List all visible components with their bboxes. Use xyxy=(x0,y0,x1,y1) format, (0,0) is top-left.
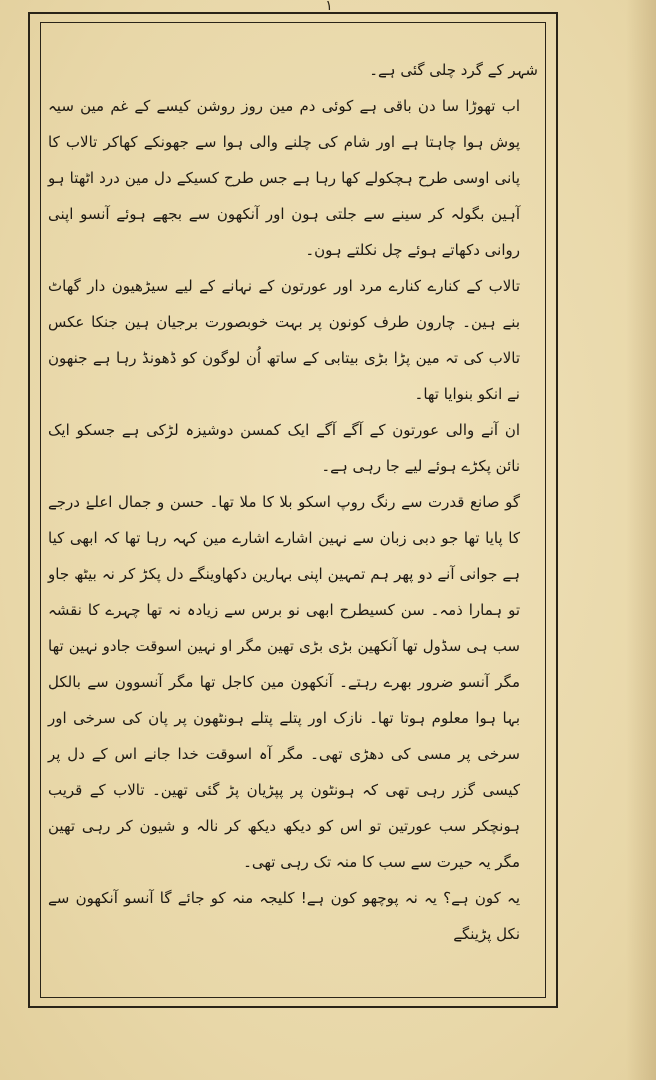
urdu-text-body xyxy=(48,52,538,982)
page-edge-shadow xyxy=(626,0,656,1080)
paragraph-5: گو صانع قدرت سے رنگ روپ اسکو بلا کا ملا تھا۔ حسن و جمال اعلےٰ درجے کا پایا تھا جو دبی زبان سے نہین اشارے اشارے مین کہہ رہا تھا کہ ابھی کیا ہے جوانی آنے دو پھر ہم تمہین اپنی بہارین دکھاوینگے دل پکڑ کر نہ بیٹھ جاو تو ہمارا ذمہ۔ سن کسیطرح ابھی نو برس سے زیادہ نہ تھا چہرے کا نقشہ سب ہی سڈول تھا آنکھین بڑی بڑی تھین مگر او نہین اسوقت جادو نہین تھا مگر آنسو ضرور بھرے رہتے۔ آنکھون مین کاجل تھا مگر آنسوون سے بالکل بہا ہوا معلوم ہوتا تھا۔ نازک اور پتلے پتلے ہونٹھون پر پان کی سرخی اور سرخی پر مسی کی دھڑی تھی۔ مگر آہ اسوقت خدا جانے اس کے دل پر کیسی گزر رہی تھی کہ ہونٹون پر پپڑیان پڑ گئی تھین۔ تالاب کے قریب ہونچکر سب عورتین تو اس کو دیکھ دیکھ کر نالہ و شیون کر رہی تھین مگر یہ حیرت سے سب کا منہ تک رہی تھی۔ xyxy=(48,493,520,871)
paragraph-2: اب تھوڑا سا دن باقی ہے کوئی دم مین روز روشن کیسے کے غم مین سیہ پوش ہوا چاہتا ہے اور شام کی چلنے والی ہوا سے جھونکے کھاکر تالاب کا پانی اوسی طرح ہچکولے کھا رہا ہے جس طرح کسیکے دل مین درد اٹھتا ہو آہین بگولہ کر سینے سے جلتی ہون اور آنکھون سے بجھے ہوئے آنسو اپنی روانی دکھاتے ہوئے چل نکلتے ہون۔ xyxy=(48,97,520,259)
page-number: ۱ xyxy=(325,0,333,14)
paragraph-3: تالاب کے کنارے کنارے مرد اور عورتون کے نہانے کے لیے سیڑھیون دار گھاٹ بنے ہین۔ چارون طرف کونون پر بہت خوبصورت برجیان ہین جنکا عکس تالاب کی تہ مین پڑا بڑی بیتابی کے ساتھ اُن لوگون کو ڈھونڈ رہا ہے جنھون نے انکو بنوایا تھا۔ xyxy=(48,277,520,403)
paragraph-6: یہ کون ہے؟ یہ نہ پوچھو کون ہے! کلیجہ منہ کو جائے گا آنسو آنکھون سے نکل پڑینگے xyxy=(48,889,520,943)
paragraph-1: شہر کے گرد چلی گئی ہے۔ xyxy=(369,61,538,79)
paragraph-4: ان آنے والی عورتون کے آگے آگے ایک کمسن دوشیزہ لڑکی ہے جسکو ایک نائن پکڑے ہوئے لیے جا رہی ہے۔ xyxy=(48,421,520,475)
